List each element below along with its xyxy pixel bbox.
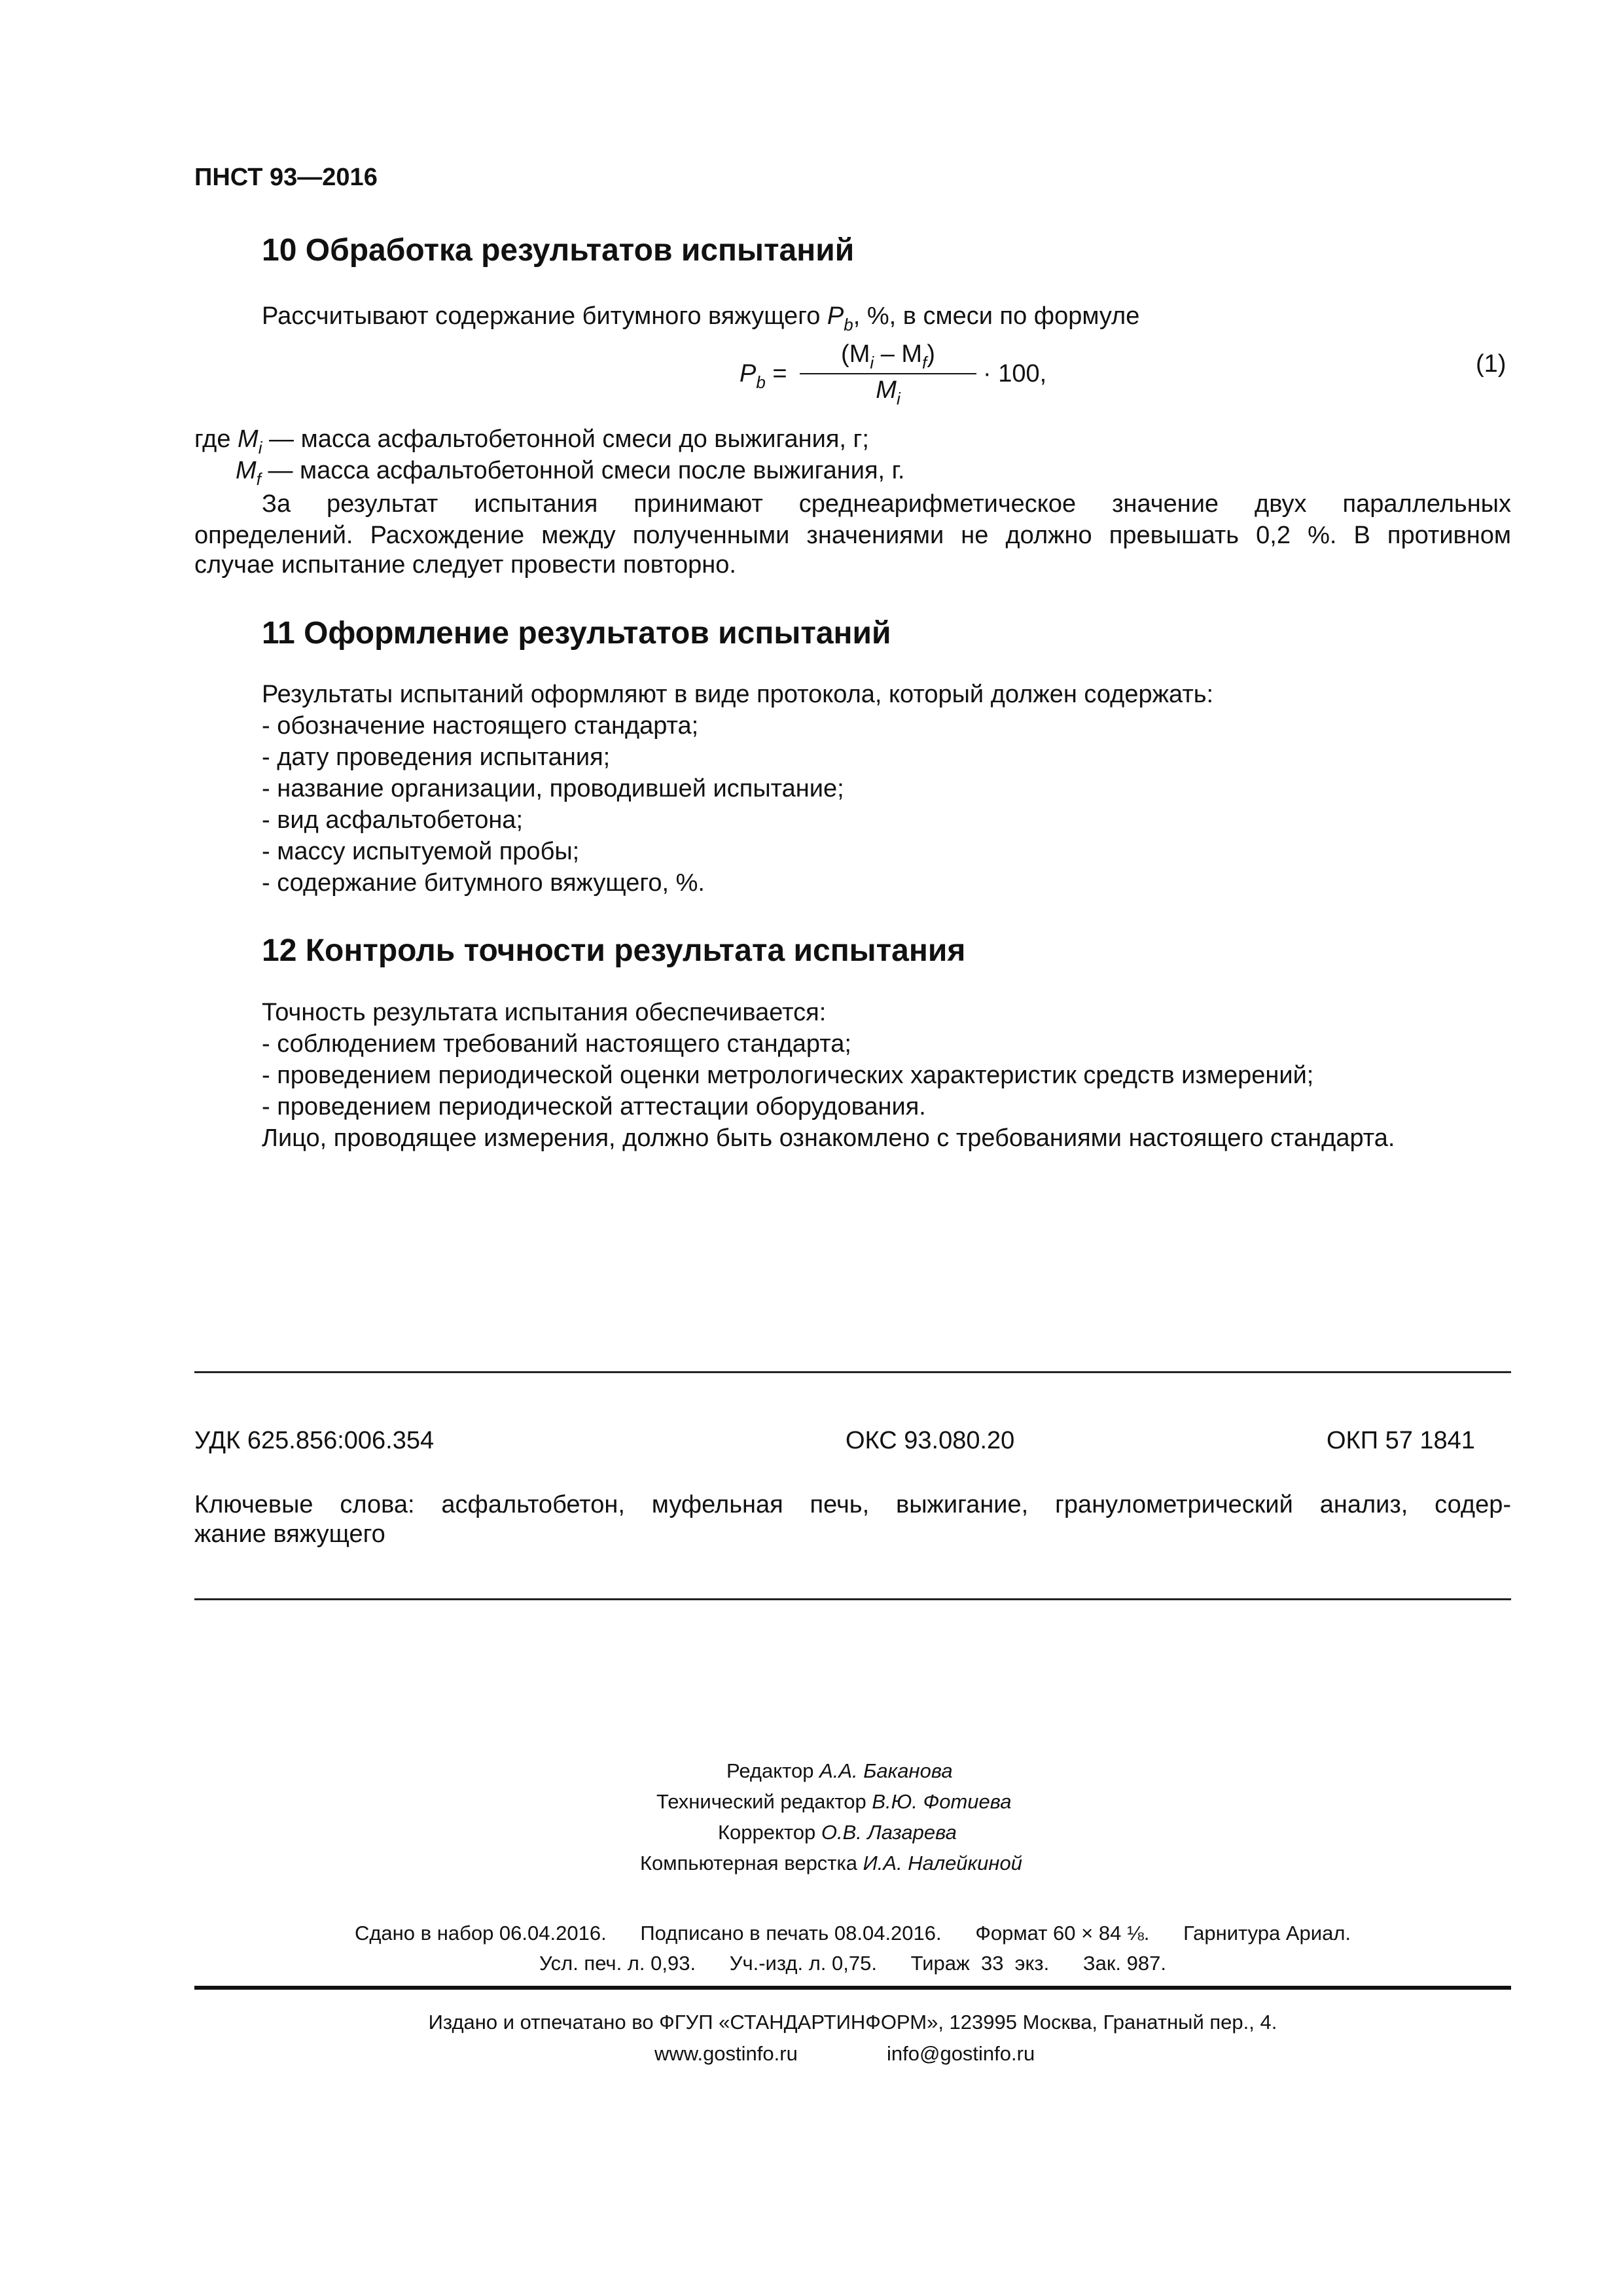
formula-fraction-bar [800, 373, 976, 374]
formula-1 [733, 340, 1126, 419]
email-link[interactable]: info@gostinfo.ru [887, 2042, 1035, 2065]
section-10-intro: Рассчитывают содержание битумного вяжущего $P_b$, %, в смеси по формуле [262, 302, 1140, 334]
formula-denominator: $M_i$ [876, 376, 901, 408]
section-12-heading: 12 Контроль точности результата испытания [262, 933, 966, 968]
formula-tail: · 100, [983, 360, 1047, 387]
credit-corrector: Корректор О.В. Лазарева [718, 1821, 957, 1844]
list-item: - содержание битумного вяжущего, %. [262, 869, 705, 897]
result-paragraph-line2: определений. Расхождение между полученными значениями не должно превышать 0,2 %. В противном [194, 522, 1511, 549]
keywords-line1: Ключевые слова: асфальтобетон, муфельная печь, выжигание, гранулометрический анализ, содер- [194, 1491, 1511, 1518]
list-item: - массу испытуемой пробы; [262, 838, 580, 865]
section-12-closing: Лицо, проводящее измерения, должно быть ознакомлено с требованиями настоящего стандарта. [262, 1124, 1395, 1152]
formula-lhs: $P_b$ = [740, 360, 787, 392]
list-item: - вид асфальтобетона; [262, 806, 523, 834]
list-item: - проведением периодической аттестации оборудования. [262, 1093, 926, 1121]
list-item: - обозначение настоящего стандарта; [262, 712, 699, 740]
credit-layout: Компьютерная верстка И.А. Налейкиной [640, 1852, 1022, 1874]
result-paragraph-line3: случае испытание следует провести повторно. [194, 551, 736, 579]
imprint-line: Издано и отпечатано во ФГУП «СТАНДАРТИНФОРМ», 123995 Москва, Гранатный пер., 4. [428, 2011, 1277, 2034]
section-11-intro: Результаты испытаний оформляют в виде протокола, который должен содержать: [262, 681, 1214, 708]
list-item: - дату проведения испытания; [262, 744, 611, 771]
print-info-line2: Усл. печ. л. 0,93. Уч.-изд. л. 0,75. Тираж 33 экз. Зак. 987. [539, 1952, 1166, 1975]
print-info-line1: Сдано в набор 06.04.2016. Подписано в печать 08.04.2016. Формат 60 × 84 ⅛. Гарнитура Ариал. [354, 1922, 1351, 1945]
separator-line [194, 1986, 1511, 1990]
section-11-heading: 11 Оформление результатов испытаний [262, 616, 891, 651]
credit-technical-editor: Технический редактор В.Ю. Фотиева [656, 1790, 1012, 1813]
separator-line [194, 1598, 1511, 1600]
keywords-line2: жание вяжущего [194, 1520, 385, 1548]
formula-number: (1) [1476, 350, 1507, 378]
udk-code: УДК 625.856:006.354 [194, 1427, 435, 1454]
list-item: - название организации, проводившей испытание; [262, 775, 844, 802]
list-item: - проведением периодической оценки метрологических характеристик средств измерений; [262, 1062, 1314, 1089]
document-code: ПНСТ 93—2016 [194, 164, 378, 191]
definition-mi: где $M_i$ — масса асфальтобетонной смеси до выжигания, г; [194, 425, 869, 457]
credit-editor: Редактор А.А. Баканова [726, 1759, 953, 1782]
section-10-heading: 10 Обработка результатов испытаний [262, 233, 855, 268]
formula-numerator: $(M_i - M_f)$ [841, 340, 935, 372]
result-paragraph-line1: За результат испытания принимают среднеарифметическое значение двух параллельных [262, 490, 1511, 518]
definition-mf: $M_f$ — масса асфальтобетонной смеси после выжигания, г. [236, 457, 905, 489]
separator-line [194, 1371, 1511, 1373]
okp-code: ОКП 57 1841 [1327, 1427, 1475, 1454]
oks-code: ОКС 93.080.20 [846, 1427, 1015, 1454]
section-12-intro: Точность результата испытания обеспечивается: [262, 999, 827, 1026]
list-item: - соблюдением требований настоящего стандарта; [262, 1030, 851, 1058]
website-link[interactable]: www.gostinfo.ru [654, 2042, 798, 2065]
